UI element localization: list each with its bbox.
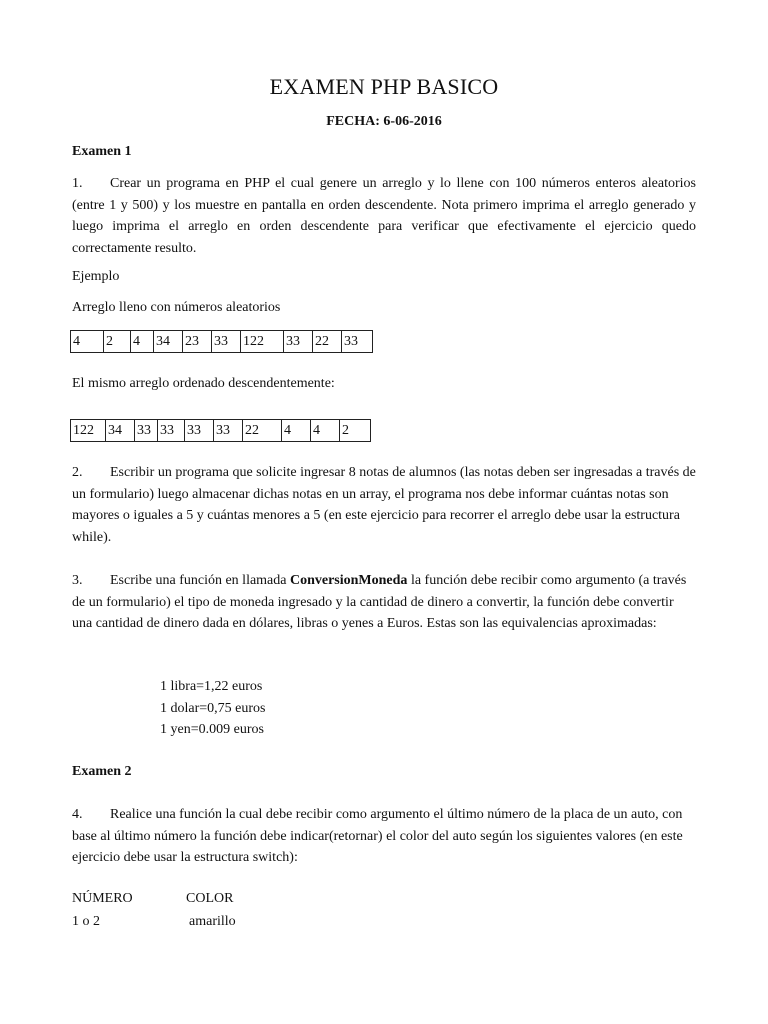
random-array-cell: 34 (154, 331, 183, 353)
question-4-text: Realice una función la cual debe recibir como argumento el último número de la placa de un auto, con base al último número la función debe indicar(retornar) el color del auto según los siguientes valores (en este ejercicio debe usar la estructura switch): (72, 807, 683, 865)
question-3-text-post: la función debe recibir como argumento (a través de un formulario) el tipo de moneda ingresado y la cantidad de dinero a convertir, la función debe convertir una cantidad de dinero dada en dólares, libras o yenes a Euros. Estas son las equivalencias aproximadas: (72, 573, 687, 631)
question-1-text: Crear un programa en PHP el cual genere un arreglo y lo llene con 100 números enteros aleatorios (entre 1 y 500) y los muestre en pantalla en orden descendente. Nota primero imprima el arreglo generado y luego imprima el arreglo en orden descendente para verificar que efectivamente el ejercicio quedo correctamente resulto. (72, 176, 696, 256)
sorted-array-table (70, 419, 371, 442)
question-3-number: 3. (72, 573, 83, 588)
question-3 (72, 570, 696, 635)
sorted-array-label: El mismo arreglo ordenado descendentemente: (72, 376, 335, 391)
sorted-array-cell: 34 (106, 420, 135, 442)
sorted-array-cell: 2 (340, 420, 371, 442)
random-array-cell: 4 (131, 331, 154, 353)
function-name: ConversionMoneda (289, 573, 408, 588)
question-2-text: Escribir un programa que solicite ingresar 8 notas de alumnos (las notas deben ser ingresadas a través de un formulario) luego almacenar dichas notas en un array, el programa nos debe informar cuántas notas son mayores o iguales a 5 y cuántas menores a 5 (en este ejercicio para recorrer el arreglo debe usar la estructura while). (72, 465, 696, 545)
random-array-row (71, 331, 373, 353)
column-header-number: NÚMERO (72, 891, 133, 906)
example-label: Ejemplo (72, 269, 120, 284)
question-3-text-pre: Escribe una función en llamada (110, 573, 290, 588)
random-array-cell: 33 (284, 331, 313, 353)
sorted-array-cell: 4 (311, 420, 340, 442)
column-header-color: COLOR (186, 891, 234, 906)
question-1-number: 1. (72, 176, 83, 191)
random-array-cell: 4 (71, 331, 104, 353)
sorted-array-cell: 33 (185, 420, 214, 442)
question-4-number: 4. (72, 807, 83, 822)
sorted-array-cell: 33 (214, 420, 243, 442)
random-array-label: Arreglo lleno con números aleatorios (72, 300, 281, 315)
equivalence-dolar: 1 dolar=0,75 euros (160, 700, 266, 716)
exam-date: FECHA: 6-06-2016 (326, 114, 442, 129)
exam1-heading: Examen 1 (72, 144, 132, 159)
random-array-table (70, 330, 373, 353)
question-4 (72, 804, 696, 869)
sorted-array-cell: 4 (282, 420, 311, 442)
question-2 (72, 462, 696, 548)
sorted-array-cell: 122 (71, 420, 106, 442)
random-array-cell: 33 (342, 331, 373, 353)
question-2-number: 2. (72, 465, 83, 480)
random-array-cell: 122 (241, 331, 284, 353)
equivalence-libra: 1 libra=1,22 euros (160, 679, 263, 694)
sorted-array-cell: 22 (243, 420, 282, 442)
row-number: 1 o 2 (72, 914, 100, 929)
exam2-heading: Examen 2 (72, 764, 132, 779)
sorted-array-cell: 33 (135, 420, 158, 442)
sorted-array-row (71, 420, 371, 442)
random-array-cell: 23 (183, 331, 212, 353)
equivalence-list (160, 676, 266, 741)
sorted-array-cell: 33 (158, 420, 185, 442)
document-title: EXAMEN PHP BASICO (269, 74, 499, 99)
random-array-cell: 33 (212, 331, 241, 353)
random-array-cell: 2 (104, 331, 131, 353)
equivalence-yen: 1 yen=0.009 euros (160, 722, 264, 737)
row-color: amarillo (189, 914, 236, 929)
random-array-cell: 22 (313, 331, 342, 353)
question-1 (72, 173, 696, 259)
